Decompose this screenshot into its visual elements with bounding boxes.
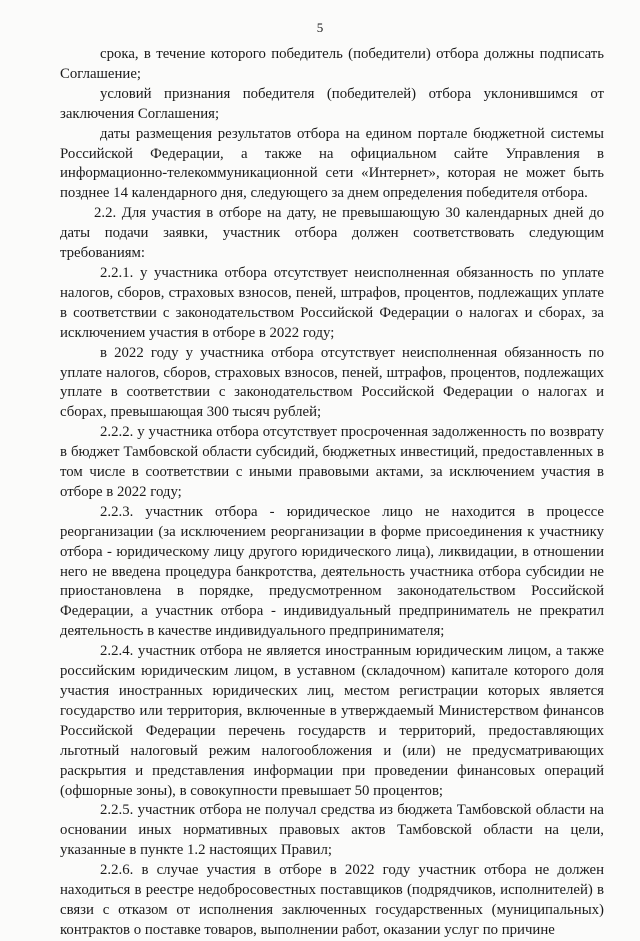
paragraph-2-2-4: 2.2.4. участник отбора не является иностранным юридическим лицом, а также российским юридическим лицом, в уставном (складочном) капитале которого доля участия иностранных юридических лиц, местом регистрации которых является государство или территория, включенные в утверждаемый Министерством финансов Российской Федерации перечень государств и территорий, предоставляющих льготный налоговый режим налогообложения и (или) не предусматривающих раскрытия и представления информации при проведении финансовых операций (офшорные зоны), в совокупности превышает 50 процентов;: [60, 643, 604, 799]
paragraph-2-2-3: 2.2.3. участник отбора - юридическое лицо не находится в процессе реорганизации (за исключением реорганизации в форме присоединения к участнику отбора - юридическому лицу другого юридического лица), ликвидации, в отношении него не введена процедура банкротства, деятельность участника отбора субсидии не приостановлена в порядке, предусмотренном законодательством Российской Федерации, а участник отбора - индивидуальный предприниматель не прекратил деятельность в качестве индивидуального предпринимателя;: [60, 503, 604, 640]
paragraph-2-2-1: 2.2.1. у участника отбора отсутствует неисполненная обязанность по уплате налогов, сборов, страховых взносов, пеней, штрафов, процентов, подлежащих уплате в соответствии с законодательством Российской Федерации о налогах и сборах, за исключением участия в отборе в 2022 году;: [60, 264, 604, 341]
paragraph-2-2-5: 2.2.5. участник отбора не получал средства из бюджета Тамбовской области на основании иных нормативных правовых актов Тамбовской области на цели, указанные в пункте 1.2 настоящих Правил;: [60, 802, 604, 859]
paragraph-2-2: 2.2. Для участия в отборе на дату, не превышающую 30 календарных дней до даты подачи заявки, участник отбора должен соответствовать следующим требованиям:: [60, 205, 604, 262]
paragraph-2-2-6: 2.2.6. в случае участия в отборе в 2022 году участник отбора не должен находиться в реестре недобросовестных поставщиков (подрядчиков, исполнителей) в связи с отказом от исполнения заключенных государственных (муниципальных) контрактов о поставке товаров, выполнении работ, оказании услуг по причине: [60, 862, 604, 938]
paragraph-evasion-conditions: условий признания победителя (победителей) отбора уклонившимся от заключения Соглашения;: [60, 85, 604, 122]
paragraph-publication-date: даты размещения результатов отбора на едином портале бюджетной системы Российской Федерации, а также на официальном сайте Управления в информационно-телекоммуникационной сети «Интернет», которая не может быть позднее 14 календарного дня, следующего за днем определения победителя отбора.: [60, 125, 604, 202]
page-number: 5: [316, 20, 324, 35]
paragraph-signing-term: срока, в течение которого победитель (победители) отбора должны подписать Соглашение;: [60, 46, 604, 82]
paragraph-2022-tax: в 2022 году у участника отбора отсутствует неисполненная обязанность по уплате налогов, сборов, страховых взносов, пеней, штрафов, процентов, подлежащих уплате в соответствии с законодательством Российской Федерации о налогах и сборах, превышающая 300 тысяч рублей;: [60, 344, 604, 421]
document-body: [60, 45, 604, 941]
paragraph-2-2-2: 2.2.2. у участника отбора отсутствует просроченная задолженность по возврату в бюджет Тамбовской области субсидий, бюджетных инвестиций, предоставленных в том числе в соответствии с иными правовыми актами, за исключением участия в отборе в 2022 году;: [60, 424, 604, 500]
